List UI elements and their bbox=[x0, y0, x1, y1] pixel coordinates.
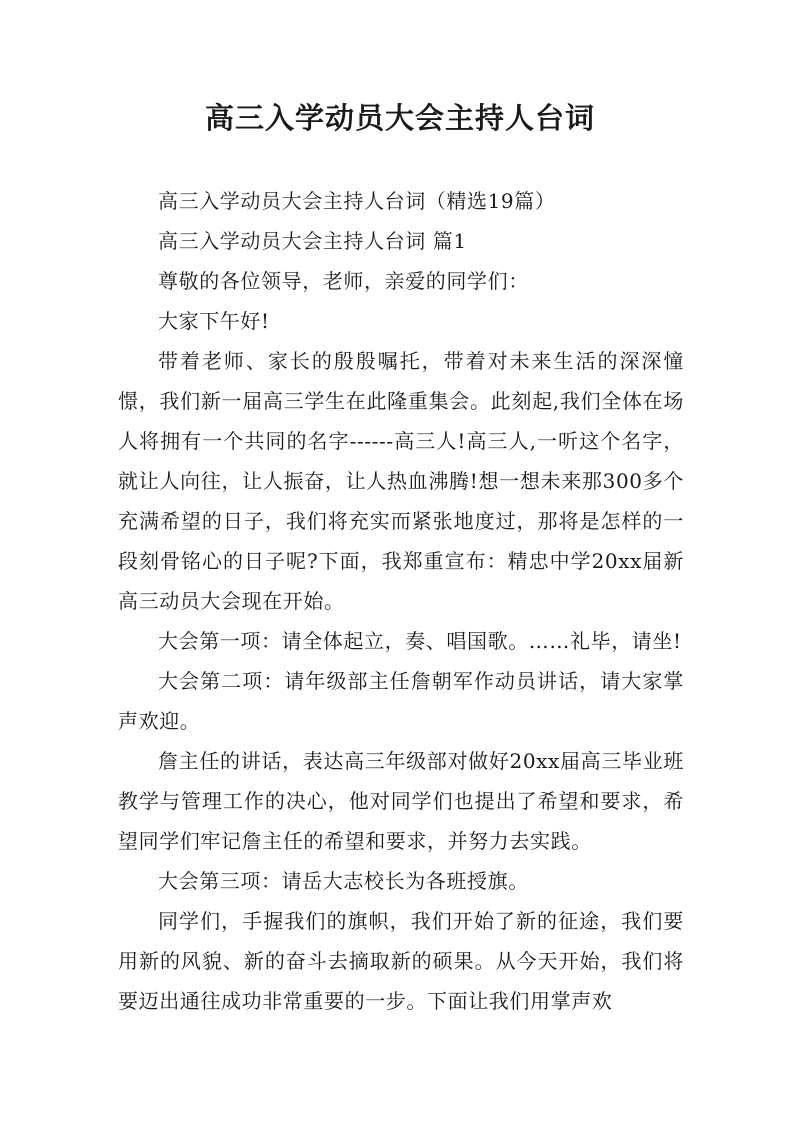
paragraph-closing: 同学们，手握我们的旗帜，我们开始了新的征途，我们要用新的风貌、新的奋斗去摘取新的硕果。从今天开始，我们将要迈出通往成功非常重要的一步。下面让我们用掌声欢 bbox=[118, 909, 684, 1013]
document-title: 高三入学动员大会主持人台词 bbox=[204, 101, 595, 135]
paragraph-speech-summary: 詹主任的讲话，表达高三年级部对做好20xx届高三毕业班教学与管理工作的决心，他对同学们也提出了希望和要求，希望同学们牢记詹主任的希望和要求，并努力去实践。 bbox=[118, 749, 684, 853]
paragraph-section-heading: 高三入学动员大会主持人台词 篇1 bbox=[158, 229, 467, 253]
paragraph-item-3: 大会第三项：请岳大志校长为各班授旗。 bbox=[158, 869, 529, 893]
paragraph-salutation: 尊敬的各位领导，老师，亲爱的同学们： bbox=[158, 269, 529, 293]
paragraph-opening: 带着老师、家长的殷殷嘱托，带着对未来生活的深深憧憬，我们新一届高三学生在此隆重集会。此刻起,我们全体在场人将拥有一个共同的名字------高三人!高三人,一听这个名字，就让人向往，让人振奋，让人热血沸腾!想一想未来那300多个充满希望的日子，我们将充实而紧张地度过，那将是怎样的一段刻骨铭心的日子呢?下面，我郑重宣布：精忠中学20xx届新高三动员大会现在开始。 bbox=[118, 349, 684, 613]
paragraph-greeting: 大家下午好! bbox=[158, 309, 270, 333]
paragraph-subtitle: 高三入学动员大会主持人台词（精选19篇） bbox=[158, 189, 556, 213]
document-body bbox=[118, 181, 684, 1021]
paragraph-item-2: 大会第二项：请年级部主任詹朝军作动员讲话，请大家掌声欢迎。 bbox=[118, 669, 684, 733]
paragraph-item-1: 大会第一项：请全体起立，奏、唱国歌。……礼毕，请坐! bbox=[158, 629, 682, 653]
